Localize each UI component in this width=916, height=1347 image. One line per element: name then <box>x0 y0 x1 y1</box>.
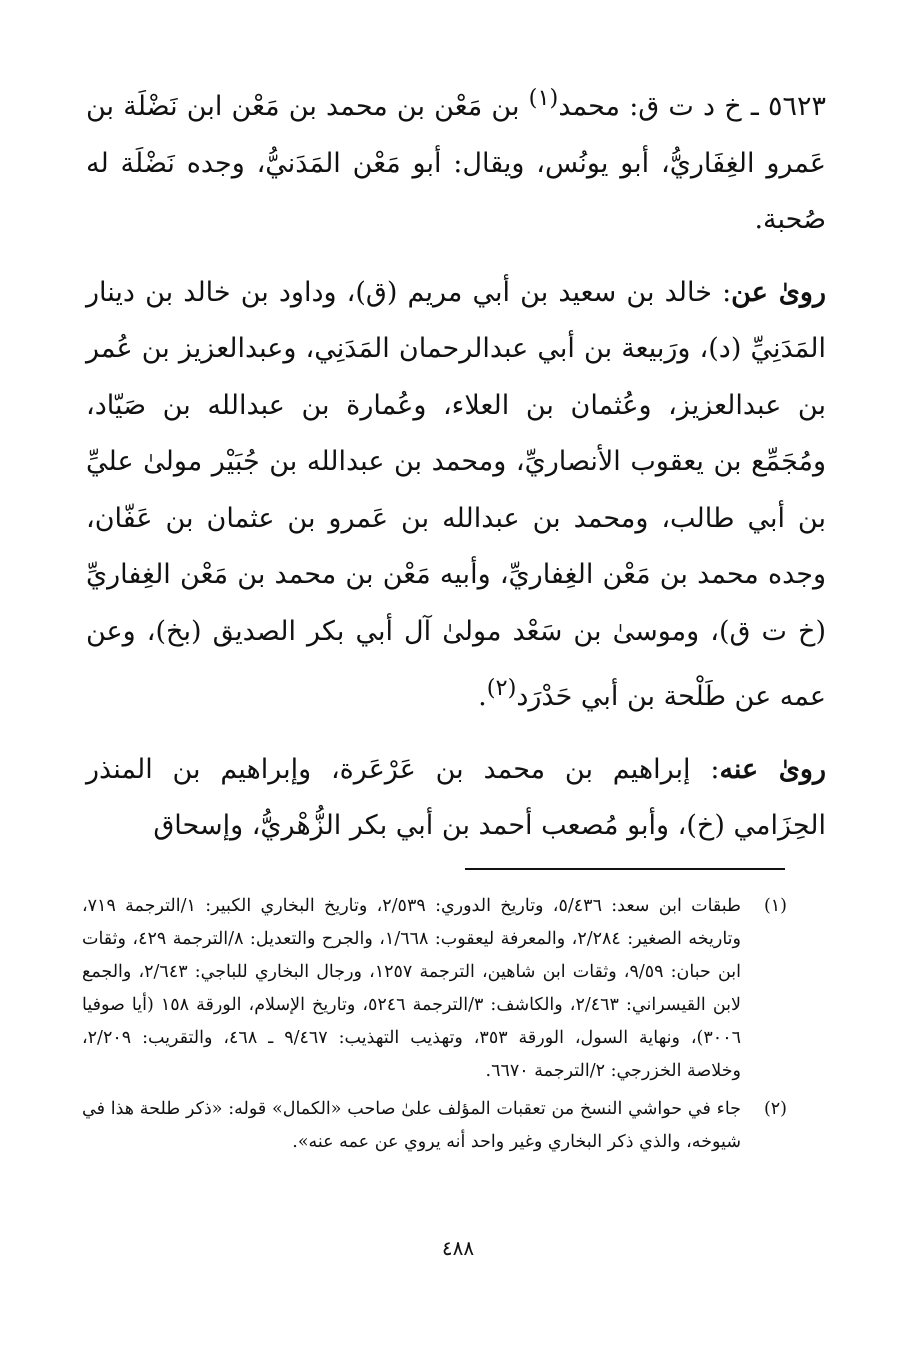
narrated-from-text: : خالد بن سعيد بن أبي مريم (ق)، وداود بن خالد بن دينار المَدَنِيِّ (د)، ورَبيعة بن أبي عبدالرحمان المَدَنِي، وعبدالعزيز بن عُمر بن عبدالعزيز، وعُثمان بن العلاء، وعُمارة بن عبدالله بن صَيّاد، ومُجَمِّع بن يعقوب الأنصاريِّ، ومحمد بن عبدالله بن جُبَيْر مولىٰ عليِّ بن أبي طالب، ومحمد بن عبدالله بن عَمرو بن عثمان بن عَفّان، وجده محمد بن مَعْن الغِفاريِّ، وأبيه مَعْن بن محمد بن مَعْن الغِفاريِّ (خ ت ق)، وموسىٰ بن سَعْد مولىٰ آل أبي بكر الصديق (بخ)، وعن عمه عن طَلْحة بن أبي حَدْرَد <box>86 276 826 712</box>
footnote-ref-1[interactable]: (١) <box>528 85 559 111</box>
footnote-text: طبقات ابن سعد: ٥/٤٣٦، وتاريخ الدوري: ٢/٥٣٩، وتاريخ البخاري الكبير: ١/الترجمة ٧١٩، وتاريخه الصغير: ٢/٢٨٤، والمعرفة ليعقوب: ١/٦٦٨، والجرح والتعديل: ٨/الترجمة ٤٢٩، وثقات ابن حبان: ٩/٥٩، وثقات ابن شاهين، الترجمة ١٢٥٧، ورجال البخاري للباجي: ٢/٦٤٣، والجمع لابن القيسراني: ٢/٤٦٣، والكاشف: ٣/الترجمة ٥٢٤٦، وتاريخ الإسلام، الورقة ١٥٨ (أيا صوفيا ٣٠٠٦)، ونهاية السول، الورقة ٣٥٣، وتهذيب التهذيب: ٩/٤٦٧ ـ ٤٦٨، والتقريب: ٢/٢٠٩، وخلاصة الخزرجي: ٢/الترجمة ٦٦٧٠. <box>82 896 741 1081</box>
entry-heading: ٥٦٢٣ ـ خ د ت ق: محمد <box>558 91 826 122</box>
main-text <box>86 70 826 871</box>
footnote-text: جاء في حواشي النسخ من تعقبات المؤلف علىٰ صاحب «الكمال» قوله: «ذكر طلحة هذا في شيوخه، والذي ذكر البخاري وغير واحد أنه يروي عن عمه عنه». <box>82 1099 741 1152</box>
entry-description: بن مَعْن بن محمد بن مَعْن ابن نَضْلَة بن عَمرو الغِفَاريُّ، أبو يونُس، ويقال: أبو مَعْن المَدَنيُّ، وجده نَضْلَة له صُحبة. <box>86 91 826 235</box>
footnotes <box>82 890 787 1164</box>
footnote-number: (١) <box>763 896 787 916</box>
narrated-from-paragraph <box>86 265 826 726</box>
footnote-1 <box>82 890 787 1088</box>
footnote-ref-2[interactable]: (٢) <box>486 675 517 701</box>
footnote-number: (٢) <box>763 1099 787 1119</box>
narrated-by-label: روىٰ عنه <box>719 753 826 785</box>
narrated-by-paragraph <box>86 742 826 855</box>
footnote-separator <box>465 868 785 870</box>
narrated-from-end: . <box>478 681 487 712</box>
narrated-from-label: روىٰ عن <box>731 276 826 308</box>
entry-header-paragraph <box>86 70 826 249</box>
footnote-2 <box>82 1093 787 1159</box>
narrated-by-text: : إبراهيم بن محمد بن عَرْعَرة، وإبراهيم بن المنذر الحِزَامي (خ)، وأبو مُصعب أحمد بن أبي بكر الزُّهْريُّ، وإسحاق <box>86 753 826 841</box>
page-number: ٤٨٨ <box>441 1236 475 1260</box>
